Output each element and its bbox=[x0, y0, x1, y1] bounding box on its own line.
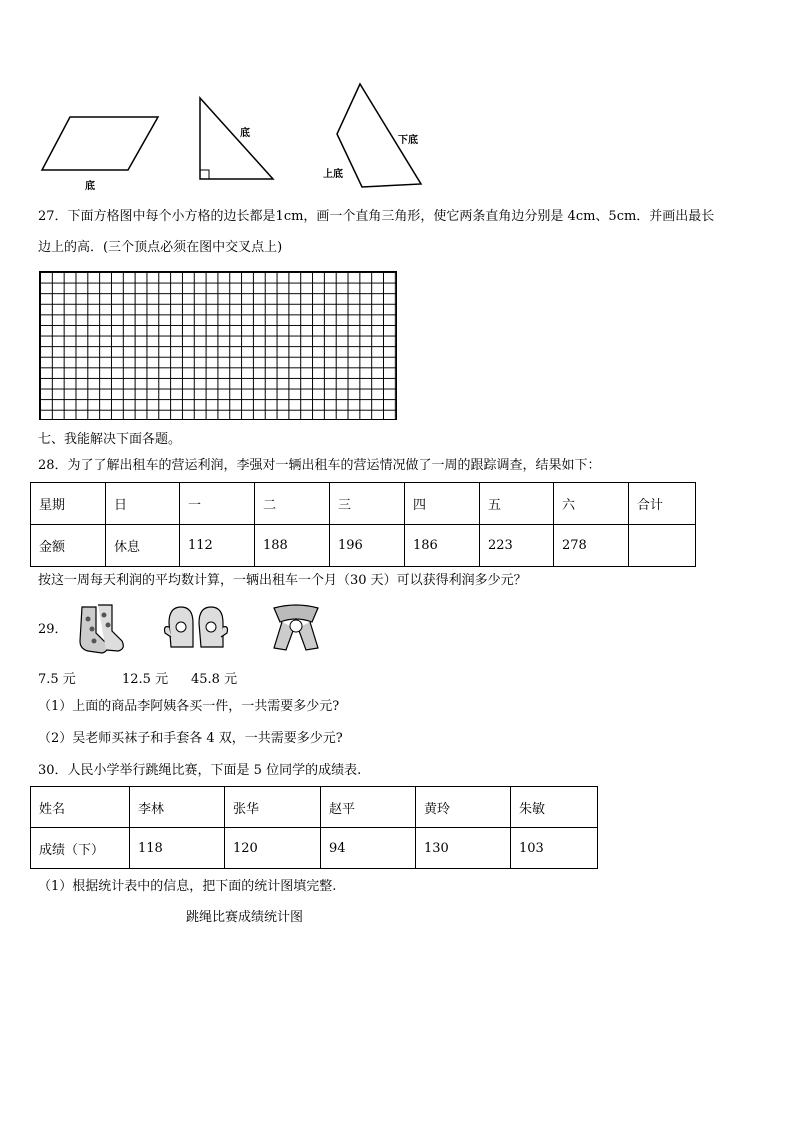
table-cell: 六 bbox=[554, 483, 629, 525]
table-total-cell[interactable] bbox=[629, 525, 696, 567]
table-row bbox=[31, 787, 598, 828]
table-cell: 四 bbox=[405, 483, 480, 525]
table-cell: 五 bbox=[480, 483, 554, 525]
table-cell: 三 bbox=[330, 483, 405, 525]
q29-sub1: （1）上面的商品李阿姨各买一件，一共需要多少元? bbox=[38, 699, 340, 714]
q30-sub1: （1）根据统计表中的信息，把下面的统计图填完整. bbox=[38, 879, 337, 894]
table-cell: 94 bbox=[321, 828, 416, 869]
table-cell: 130 bbox=[416, 828, 511, 869]
table-cell: 李林 bbox=[130, 787, 225, 828]
mittens-price: 12.5 元 bbox=[122, 672, 169, 687]
table-cell: 112 bbox=[180, 525, 255, 567]
table-cell: 118 bbox=[130, 828, 225, 869]
table-cell: 星期 bbox=[31, 483, 106, 525]
table-cell: 合计 bbox=[629, 483, 696, 525]
socks-price: 7.5 元 bbox=[38, 672, 76, 687]
triangle-base-label: 底 bbox=[240, 128, 250, 139]
table-row bbox=[31, 828, 598, 869]
scarf-price: 45.8 元 bbox=[191, 672, 238, 687]
table-cell: 196 bbox=[330, 525, 405, 567]
right-triangle-figure bbox=[195, 95, 280, 185]
jump-rope-score-table bbox=[30, 786, 598, 869]
trapezoid-bottom-label: 下底 bbox=[398, 135, 418, 146]
table-cell: 姓名 bbox=[31, 787, 130, 828]
table-row bbox=[31, 525, 696, 567]
section-heading: 七、我能解决下面各题。 bbox=[38, 432, 182, 447]
table-cell: 二 bbox=[255, 483, 330, 525]
mittens-icon bbox=[163, 603, 229, 653]
table-cell: 休息 bbox=[106, 525, 180, 567]
table-cell: 188 bbox=[255, 525, 330, 567]
q29-sub2: （2）吴老师买袜子和手套各 4 双，一共需要多少元? bbox=[38, 731, 343, 746]
table-cell: 278 bbox=[554, 525, 629, 567]
table-cell: 黄玲 bbox=[416, 787, 511, 828]
square-grid[interactable] bbox=[39, 271, 397, 420]
parallelogram-figure bbox=[40, 115, 160, 175]
q28-question: 按这一周每天利润的平均数计算，一辆出租车一个月（30 天）可以获得利润多少元？ bbox=[38, 573, 527, 588]
table-cell: 223 bbox=[480, 525, 554, 567]
table-cell: 186 bbox=[405, 525, 480, 567]
table-cell: 日 bbox=[106, 483, 180, 525]
table-cell: 120 bbox=[225, 828, 321, 869]
trapezoid-top-label: 上底 bbox=[323, 169, 343, 180]
q27-line2: 边上的高．(三个顶点必须在图中交叉点上) bbox=[38, 240, 283, 255]
table-cell: 103 bbox=[511, 828, 598, 869]
q28-intro: 28．为了了解出租车的营运利润，李强对一辆出租车的营运情况做了一周的跟踪调查，结果如下： bbox=[38, 458, 601, 473]
scarf-icon bbox=[268, 600, 324, 654]
table-cell: 赵平 bbox=[321, 787, 416, 828]
q27-line1: 27．下面方格图中每个小方格的边长都是1cm，画一个直角三角形，使它两条直角边分别是 4cm、5cm．并画出最长 bbox=[38, 209, 715, 224]
table-row bbox=[31, 483, 696, 525]
table-cell: 张华 bbox=[225, 787, 321, 828]
parallelogram-base-label: 底 bbox=[85, 181, 95, 192]
q30-intro: 30．人民小学举行跳绳比赛，下面是 5 位同学的成绩表. bbox=[38, 763, 362, 778]
socks-icon bbox=[68, 603, 128, 658]
q29-number: 29． bbox=[38, 622, 68, 637]
table-cell: 成绩（下） bbox=[31, 828, 130, 869]
table-cell: 朱敏 bbox=[511, 787, 598, 828]
table-cell: 一 bbox=[180, 483, 255, 525]
table-cell: 金额 bbox=[31, 525, 106, 567]
chart-title: 跳绳比赛成绩统计图 bbox=[186, 910, 304, 925]
taxi-profit-table bbox=[30, 482, 696, 567]
